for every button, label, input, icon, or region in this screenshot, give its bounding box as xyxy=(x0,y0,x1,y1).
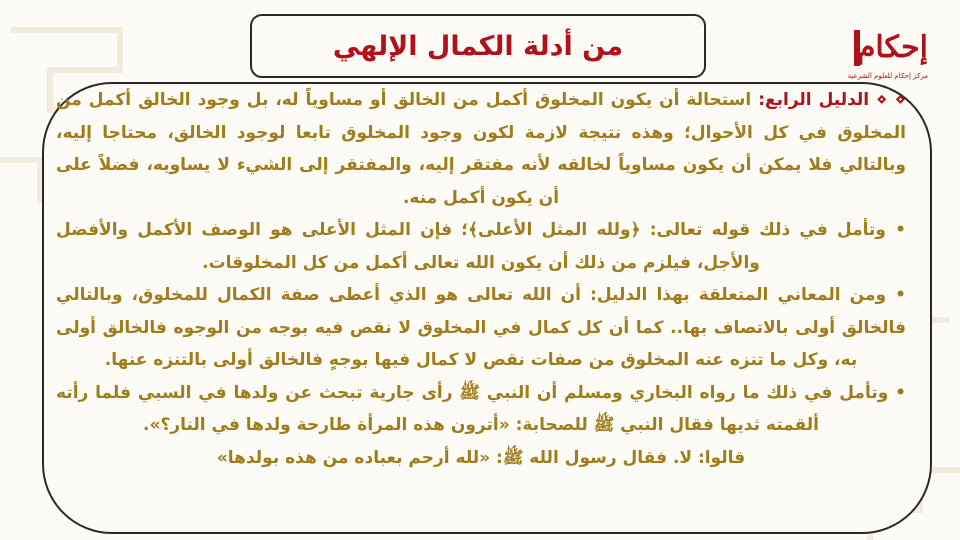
paragraph-fourth-proof xyxy=(56,84,906,214)
paragraph-hadith-reply: قالوا: لا. فقال رسول الله ﷺ: «لله أرحم بعباده من هذه بولدها» xyxy=(216,447,746,468)
logo-subtitle: مركز إحكام للعلوم الشرعية xyxy=(847,72,928,80)
paragraph-verse: • وتأمل في ذلك قوله تعالى: ﴿ولله المثل الأعلى﴾؛ فإن المثل الأعلى هو الوصف الأكمل والأفضل والأجل، فيلزم من ذلك أن يكون الله تعالى أكمل من كل المخلوقات. xyxy=(56,220,906,273)
proof-label: الدليل الرابع: xyxy=(758,90,870,110)
proof-text: استحالة أن يكون المخلوق أكمل من الخالق أو مساوياً له، بل وجود الخالق أكمل من المخلوق في كل الأحوال؛ وهذه نتيجة لازمة لكون وجود المخلوق تابعا لوجود الخالق، محتاجا إليه، وبالتالي فلا يمكن أن يكون مساوياً لخالقه لأنه مفتقر إليه، والمفتقر إلى الشيء لا يساويه، فضلاً على أن يكون أكمل منه. xyxy=(56,90,906,208)
diamond-bullet-icon: ⋄ ⋄ xyxy=(876,89,906,110)
content-text xyxy=(56,84,906,474)
logo-wordmark: إحكام xyxy=(856,30,928,65)
title-box xyxy=(250,14,706,78)
page-title: من أدلة الكمال الإلهي xyxy=(332,30,624,62)
paragraph-meanings: • ومن المعاني المتعلقة بهذا الدليل: أن الله تعالى هو الذي أعطى صفة الكمال للمخلوق، وبالتالي فالخالق أولى بالاتصاف بها.. كما أن كل كمال في المخلوق لا نقص فيه بوجه من الوجوه فالخالق أولى به، وكل ما تنزه عنه المخلوق من صفات نقص لا كمال فيها بوجهٍ فالخالق أولى بالتنزه عنها. xyxy=(56,285,906,370)
paragraph-hadith: • وتأمل في ذلك ما رواه البخاري ومسلم أن النبي ﷺ رأى جارية تبحث عن ولدها في السبي فلما رأته ألقمته ثديها فقال النبي ﷺ للصحابة: «أترون هذه المرأة طارحة ولدها في النار؟». xyxy=(56,382,906,435)
